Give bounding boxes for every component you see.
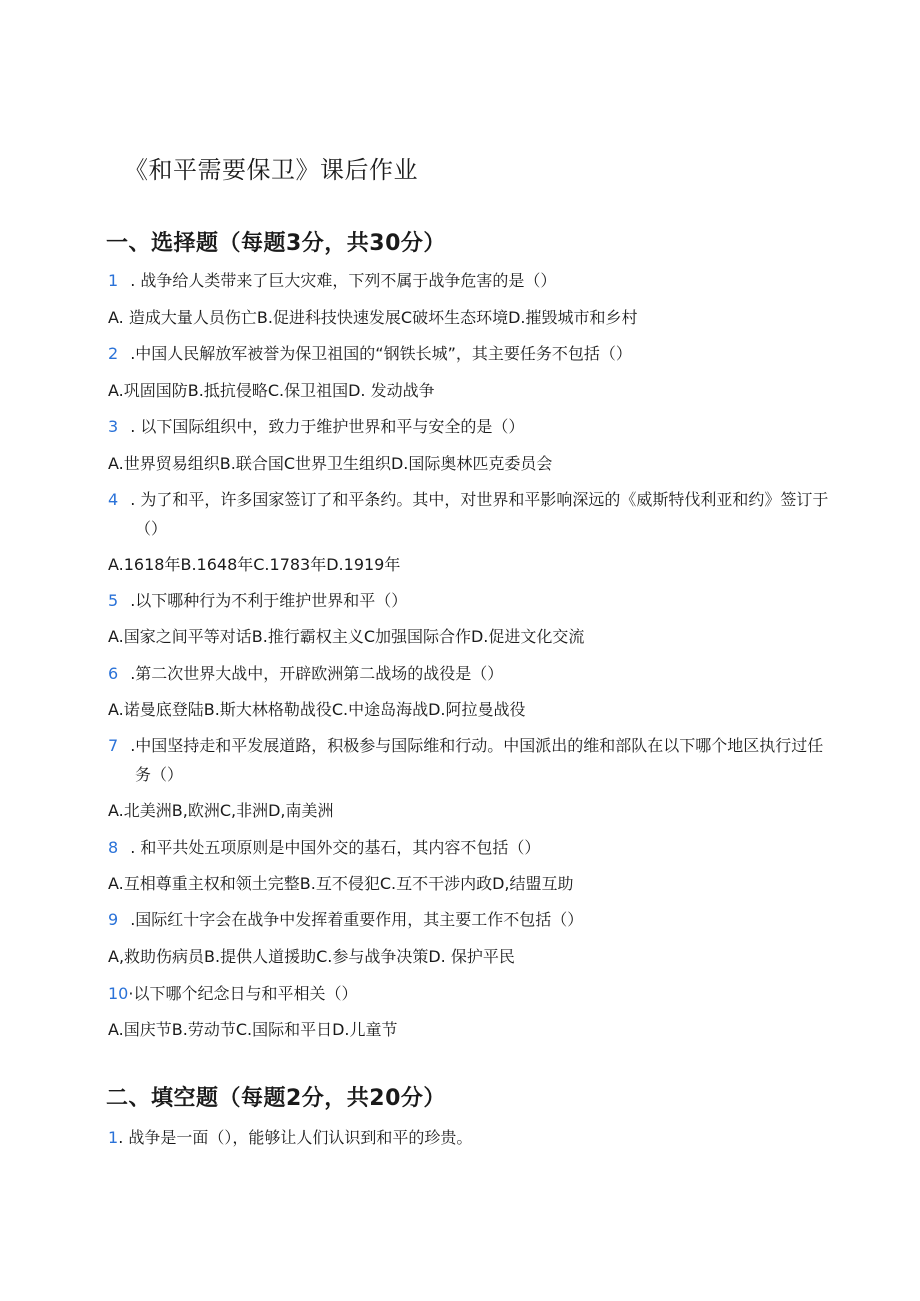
question [108, 731, 835, 789]
question-number: 1 [108, 1128, 119, 1147]
question-number: 5 [108, 591, 119, 610]
question-text: .以下哪种行为不利于维护世界和平（） [130, 591, 408, 610]
question-number: 9 [108, 910, 119, 929]
question-text: .中国坚持走和平发展道路，积极参与国际维和行动。中国派出的维和部队在以下哪个地区执行过任务（） [130, 736, 824, 784]
question [108, 833, 808, 862]
question-text: .国际红十字会在战争中发挥着重要作用，其主要工作不包括（） [130, 910, 584, 929]
question-number: 8 [108, 838, 119, 857]
question [108, 412, 808, 441]
question-text: .中国人民解放军被誉为保卫祖国的“钢铁长城”，其主要任务不包括（） [130, 344, 632, 363]
question-number: 2 [108, 344, 119, 363]
question-number: 4 [108, 490, 119, 509]
question [108, 979, 808, 1008]
section-heading-fill: 二、填空题（每题2分，共20分） [106, 1086, 446, 1111]
question-options: A.北美洲B,欧洲C,非洲D,南美洲 [108, 801, 334, 820]
question-number: 7 [108, 736, 119, 755]
question [108, 659, 808, 688]
question-options: A.世界贸易组织B.联合国C世界卫生组织D.国际奥林匹克委员会 [108, 454, 553, 473]
question-options: A.诺曼底登陆B.斯大林格勒战役C.中途岛海战D.阿拉曼战役 [108, 700, 526, 719]
question-text: . 以下国际组织中，致力于维护世界和平与安全的是（） [130, 417, 525, 436]
question-options: A. 造成大量人员伤亡B.促进科技快速发展C破坏生态环境D.摧毁城市和乡村 [108, 308, 638, 327]
question-text: . 为了和平，许多国家签订了和平条约。其中，对世界和平影响深远的《威斯特伐利亚和约》签订于（） [130, 490, 829, 538]
question-text: ·以下哪个纪念日与和平相关（） [128, 984, 358, 1003]
question-number: 6 [108, 664, 119, 683]
question-options: A.1618年B.1648年C.1783年D.1919年 [108, 555, 401, 574]
question-options: A.国庆节B.劳动节C.国际和平日D.儿童节 [108, 1020, 398, 1039]
question-number: 3 [108, 417, 119, 436]
document-title: 《和平需要保卫》课后作业 [124, 156, 418, 184]
question-text: . 和平共处五项原则是中国外交的基石，其内容不包括（） [130, 838, 541, 857]
section-heading-choice: 一、选择题（每题3分，共30分） [106, 231, 446, 256]
question [108, 266, 808, 295]
question-number: 1 [108, 271, 119, 290]
question-options: A.巩固国防B.抵抗侵略C.保卫祖国D. 发动战争 [108, 381, 435, 400]
question-text: .第二次世界大战中，开辟欧洲第二战场的战役是（） [130, 664, 504, 683]
question [108, 905, 808, 934]
question-number: 10 [108, 984, 129, 1003]
fill-question [108, 1123, 808, 1152]
question-options: A.国家之间平等对话B.推行霸权主义C加强国际合作D.促进文化交流 [108, 627, 585, 646]
question [108, 339, 808, 368]
question-options: A,救助伤病员B.提供人道援助C.参与战争决策D. 保护平民 [108, 947, 515, 966]
question-options: A.互相尊重主权和领土完整B.互不侵犯C.互不干涉内政D,结盟互助 [108, 874, 574, 893]
question [108, 485, 835, 543]
question [108, 586, 808, 615]
question-text: . 战争给人类带来了巨大灾难，下列不属于战争危害的是（） [130, 271, 557, 290]
question-text: . 战争是一面（），能够让人们认识到和平的珍贵。 [118, 1128, 473, 1147]
